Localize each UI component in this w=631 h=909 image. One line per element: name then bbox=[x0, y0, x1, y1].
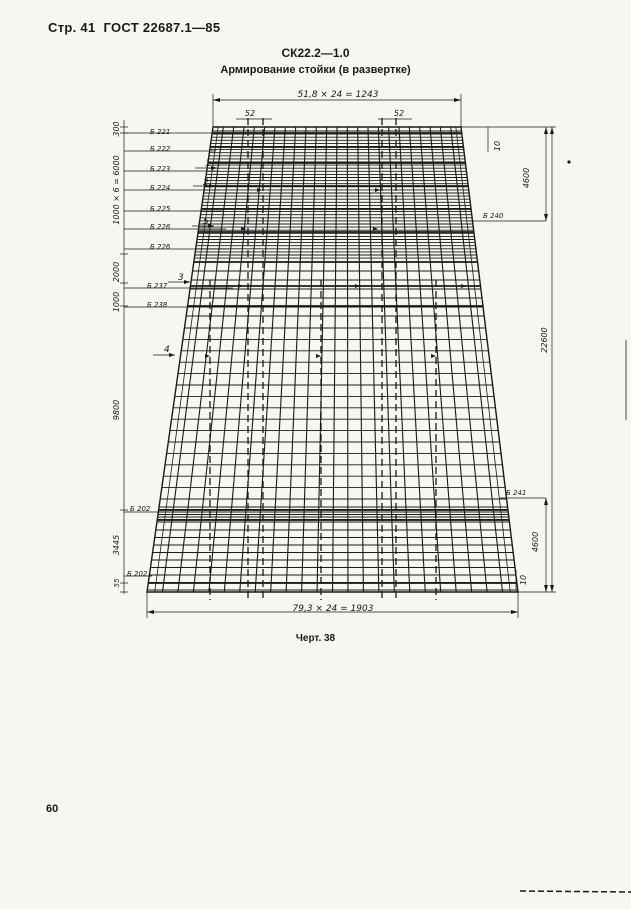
dim-r-10-bottom: 10 bbox=[519, 574, 528, 586]
dim-r-10-top: 10 bbox=[493, 140, 502, 152]
page-number: 60 bbox=[46, 803, 59, 815]
drawing-subtitle: Армирование стойки (в развертке) bbox=[220, 64, 411, 76]
dim-r-22600: 22600 bbox=[540, 327, 549, 353]
label-b226: Б 226 bbox=[150, 223, 171, 231]
marker-arrow bbox=[184, 280, 190, 284]
dim-h-9800: 9800 bbox=[112, 399, 121, 421]
marker-5: 5 bbox=[203, 217, 209, 227]
scan-edge-mark bbox=[520, 891, 631, 892]
marker-4: 4 bbox=[164, 345, 170, 355]
bar-arrow bbox=[375, 188, 380, 192]
bar-arrow bbox=[205, 354, 210, 358]
label-b238: Б 238 bbox=[147, 301, 168, 309]
dim-h-300: 300 bbox=[112, 121, 121, 137]
label-b224: Б 224 bbox=[150, 184, 171, 192]
marker-3: 3 bbox=[178, 273, 184, 283]
standard-code: ГОСТ 22687.1—85 bbox=[103, 20, 221, 35]
arrow-up bbox=[544, 498, 548, 505]
arrow-up bbox=[544, 127, 548, 134]
label-b223: Б 223 bbox=[150, 165, 171, 173]
arrow-down bbox=[550, 585, 554, 592]
bar-arrow bbox=[431, 354, 436, 358]
label-b202-top: Б 202 bbox=[130, 505, 151, 513]
drawing-title: СК22.2—1.0 bbox=[281, 46, 350, 60]
dim-top-width: 51,8 × 24 = 1243 bbox=[297, 90, 379, 100]
arrow-down bbox=[544, 214, 548, 221]
label-b241: Б 241 bbox=[506, 489, 527, 497]
dimension-lines bbox=[120, 94, 631, 892]
bar-arrow bbox=[461, 284, 466, 288]
dimension-arrows bbox=[147, 98, 554, 614]
dim-52-right: 52 bbox=[393, 109, 405, 118]
dim-h-3445: 3445 bbox=[112, 534, 121, 556]
dim-r-4600-top: 4600 bbox=[522, 167, 531, 189]
dim-h-55: 55 bbox=[113, 578, 121, 588]
label-b237: Б 237 bbox=[147, 282, 168, 290]
arrow-left bbox=[147, 610, 154, 614]
marker-arrow bbox=[209, 184, 215, 188]
arrow-up bbox=[550, 127, 554, 134]
dim-h-1000: 1000 bbox=[112, 291, 121, 313]
bar-arrow bbox=[238, 284, 243, 288]
figure-caption: Черт. 38 bbox=[295, 633, 336, 644]
label-b222: Б 222 bbox=[150, 145, 171, 153]
dim-52-left: 52 bbox=[244, 109, 256, 118]
label-b221: Б 221 bbox=[150, 128, 171, 136]
arrow-left bbox=[213, 98, 220, 102]
marker-2: 2 bbox=[203, 178, 209, 188]
dim-h-2000: 2000 bbox=[112, 261, 121, 283]
marker-1: 1 bbox=[205, 159, 211, 169]
bar-arrow bbox=[316, 354, 321, 358]
marker-arrow bbox=[211, 166, 217, 170]
page-label: Стр. 41 bbox=[48, 20, 96, 35]
speck-mark bbox=[567, 160, 570, 163]
dim-bottom-width: 79,3 × 24 = 1903 bbox=[292, 604, 374, 614]
label-b240: Б 240 bbox=[483, 212, 504, 220]
dim-h-6000: 1000 × 6 = 6000 bbox=[112, 155, 121, 225]
arrow-right bbox=[511, 610, 518, 614]
label-b226-2: Б 226 bbox=[150, 243, 171, 251]
label-b225: Б 225 bbox=[150, 205, 171, 213]
dim-r-4600-bottom: 4600 bbox=[531, 531, 540, 553]
label-b202-bottom: Б 202 bbox=[127, 570, 148, 578]
arrow-right bbox=[454, 98, 461, 102]
arrow-down bbox=[544, 585, 548, 592]
marker-arrow bbox=[169, 353, 175, 357]
